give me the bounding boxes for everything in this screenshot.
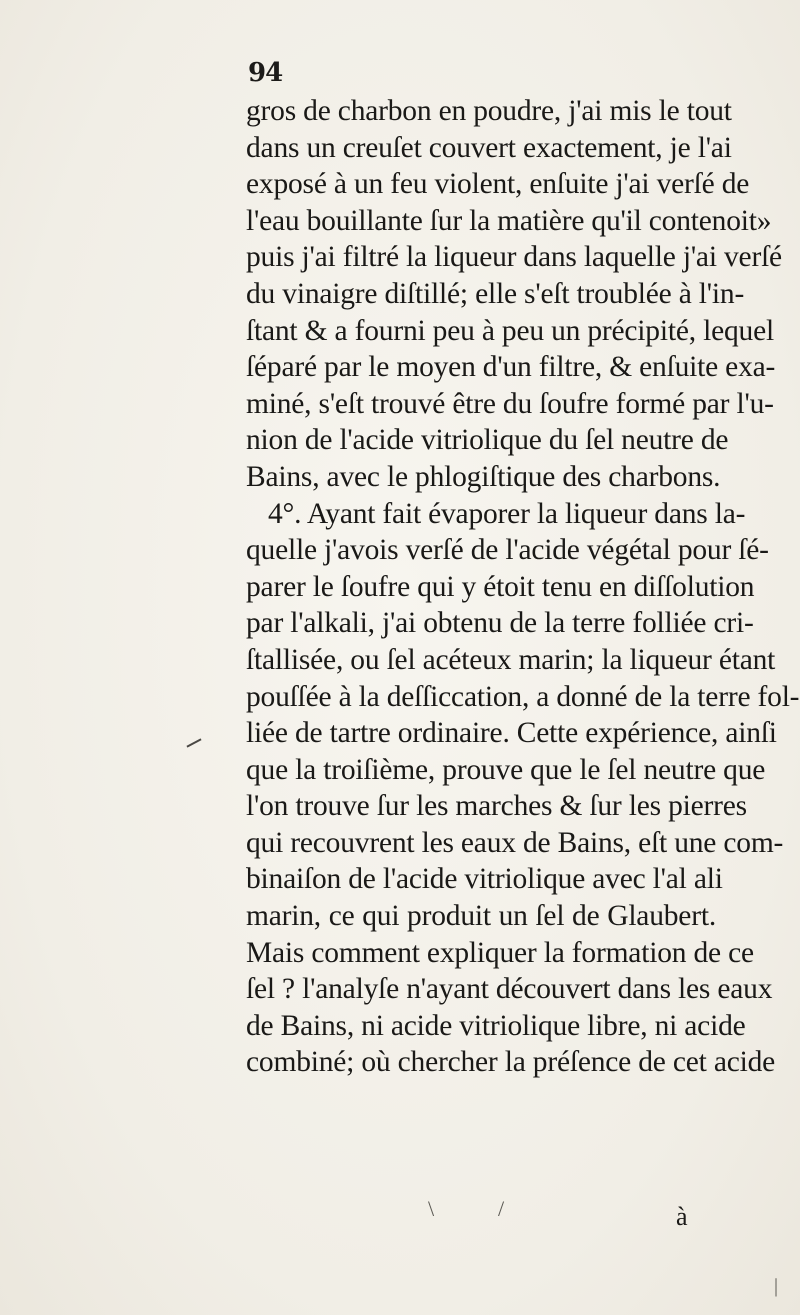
stray-mark: | xyxy=(774,1275,779,1297)
text-line: l'on trouve ſur les marches & ſur les pierres xyxy=(246,790,747,823)
text-line: puis j'ai filtré la liqueur dans laquelle j'ai verſé xyxy=(246,241,782,274)
text-line: dans un creuſet couvert exactement, je l'ai xyxy=(246,131,732,164)
text-line: que la troiſième, prouve que le ſel neutre que xyxy=(246,753,766,786)
catchword: à xyxy=(676,1202,688,1231)
text-line: qui recouvrent les eaux de Bains, eſt une com- xyxy=(246,826,784,859)
text-line: gros de charbon en poudre, j'ai mis le tout xyxy=(246,95,732,127)
text-line: nion de l'acide vitriolique du ſel neutre de xyxy=(246,424,729,457)
text-line: du vinaigre diſtillé; elle s'eſt troublée à l'in- xyxy=(246,277,745,310)
margin-mark xyxy=(186,738,201,747)
page-number: 94 xyxy=(248,58,283,88)
text-line: ſéparé par le moyen d'un filtre, & enſuite exa- xyxy=(246,351,776,384)
text-line: pouſſée à la deſſiccation, a donné de la terre fol- xyxy=(246,680,800,713)
text-line: parer le ſoufre qui y étoit tenu en diſſolution xyxy=(246,570,755,603)
text-line: exposé à un feu violent, enſuite j'ai verſé de xyxy=(246,168,750,201)
text-line: par l'alkali, j'ai obtenu de la terre folliée cri- xyxy=(246,607,754,640)
text-line: ſtallisée, ou ſel acéteux marin; la liqueur étant xyxy=(246,643,776,676)
stray-mark: / xyxy=(498,1196,505,1221)
text-line: Bains, avec le phlogiſtique des charbons. xyxy=(246,460,721,493)
text-line: l'eau bouillante ſur la matière qu'il contenoit» xyxy=(246,204,772,237)
text-line: Mais comment expliquer la formation de ce xyxy=(246,936,754,969)
text-line: liée de tartre ordinaire. Cette expérience, ainſi xyxy=(246,717,777,750)
text-line: de Bains, ni acide vitriolique libre, ni acide xyxy=(246,1009,746,1042)
text-line: 4°. Ayant fait évaporer la liqueur dans la- xyxy=(268,497,746,530)
text-line: quelle j'avois verſé de l'acide végétal pour ſé- xyxy=(246,534,769,567)
text-line: ſel ? l'analyſe n'ayant découvert dans les eaux xyxy=(246,973,773,1006)
stray-mark: \ xyxy=(428,1196,435,1221)
text-line: ſtant & a fourni peu à peu un précipité, lequel xyxy=(246,314,774,347)
body-text xyxy=(246,93,800,1081)
text-line: binaiſon de l'acide vitriolique avec l'al ali xyxy=(246,863,723,896)
text-line: miné, s'eſt trouvé être du ſoufre formé par l'u- xyxy=(246,387,774,420)
text-line: marin, ce qui produit un ſel de Glaubert. xyxy=(246,900,716,933)
text-line: combiné; où chercher la préſence de cet acide xyxy=(246,1046,776,1079)
